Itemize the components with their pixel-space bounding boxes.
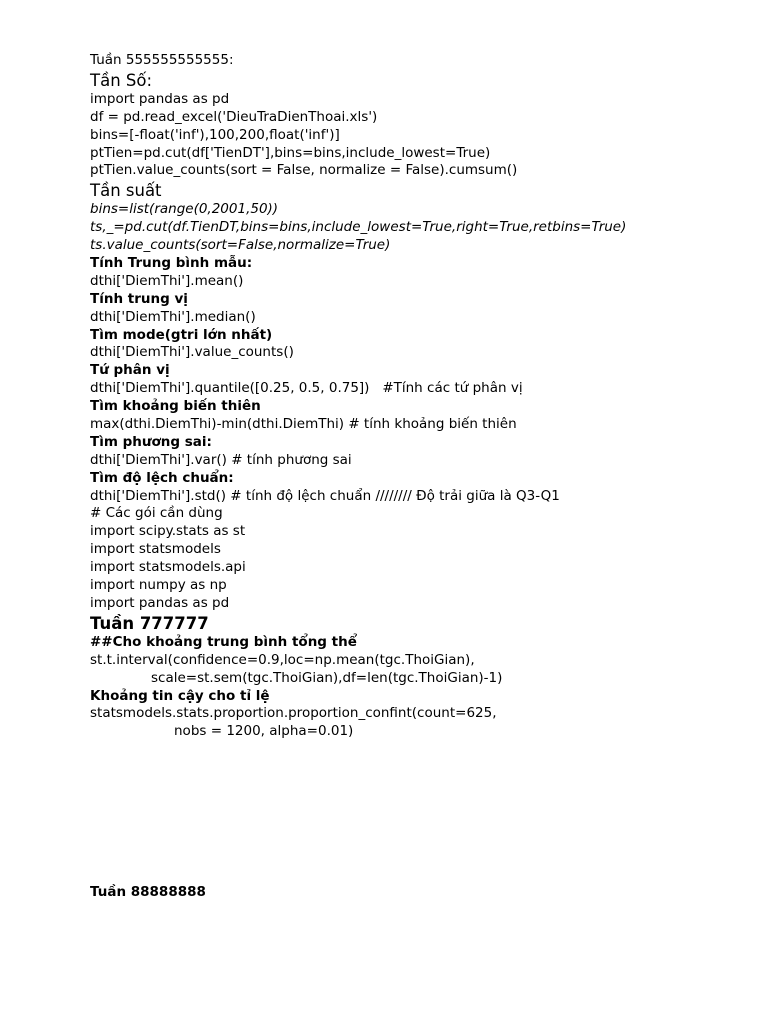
code-line: bins=list(range(0,2001,50)) [90, 201, 279, 218]
code-line: bins=[-float('inf'),100,200,float('inf')] [90, 126, 340, 143]
code-line: ts,_=pd.cut(df.TienDT,bins=bins,include_lowest=True,right=True,retbins=True) [90, 219, 627, 236]
code-line: dthi['DiemThi'].value_counts() [90, 344, 294, 361]
code-line: dthi['DiemThi'].std() # tính độ lệch chuẩn //////// Độ trải giữa là Q3-Q1 [90, 487, 560, 504]
code-line: ptTien.value_counts(sort = False, normalize = False).cumsum() [90, 162, 518, 179]
week-7-heading: Tuần 777777 [90, 613, 209, 633]
code-line: nobs = 1200, alpha=0.01) [174, 723, 354, 740]
code-line: ptTien=pd.cut(df['TienDT'],bins=bins,include_lowest=True) [90, 144, 491, 161]
document-body [90, 52, 750, 741]
code-line: import statsmodels [90, 541, 221, 558]
section-heading: Tính Trung bình mẫu: [90, 255, 253, 272]
section-heading: Tìm độ lệch chuẩn: [90, 469, 234, 486]
code-line: st.t.interval(confidence=0.9,loc=np.mean(tgc.ThoiGian), [90, 651, 475, 668]
code-line: import numpy as np [90, 577, 227, 594]
code-line: import statsmodels.api [90, 559, 246, 576]
code-line: dthi['DiemThi'].mean() [90, 272, 244, 289]
relative-frequency-heading: Tần suất [90, 181, 162, 201]
section-heading: Tìm khoảng biến thiên [90, 398, 261, 415]
code-line: import pandas as pd [90, 594, 230, 611]
code-line: dthi['DiemThi'].var() # tính phương sai [90, 451, 352, 468]
section-heading: Tìm phương sai: [90, 433, 212, 450]
code-line: import scipy.stats as st [90, 523, 246, 540]
week-5-heading: Tuần 555555555555: [90, 52, 234, 68]
frequency-heading: Tần Số: [90, 70, 153, 90]
code-line: dthi['DiemThi'].median() [90, 308, 256, 325]
code-line: statsmodels.stats.proportion.proportion_confint(count=625, [90, 705, 497, 722]
code-line: import pandas as pd [90, 90, 230, 107]
week-8-heading: Tuần 88888888 [90, 884, 206, 900]
section-heading: Khoảng tin cậy cho tỉ lệ [90, 687, 270, 704]
code-line: dthi['DiemThi'].quantile([0.25, 0.5, 0.75]) #Tính các tứ phân vị [90, 380, 523, 397]
code-line: max(dthi.DiemThi)-min(dthi.DiemThi) # tính khoảng biến thiên [90, 416, 517, 433]
code-comment: # Các gói cần dùng [90, 505, 223, 522]
section-heading: Tứ phân vị [90, 362, 170, 379]
section-heading: Tìm mode(gtri lớn nhất) [90, 326, 273, 343]
code-line: df = pd.read_excel('DieuTraDienThoai.xls') [90, 108, 378, 125]
section-heading: ##Cho khoảng trung bình tổng thể [90, 633, 357, 650]
code-line: ts.value_counts(sort=False,normalize=True) [90, 237, 391, 254]
code-line: scale=st.sem(tgc.ThoiGian),df=len(tgc.ThoiGian)-1) [151, 669, 503, 686]
section-heading: Tính trung vị [90, 290, 188, 307]
